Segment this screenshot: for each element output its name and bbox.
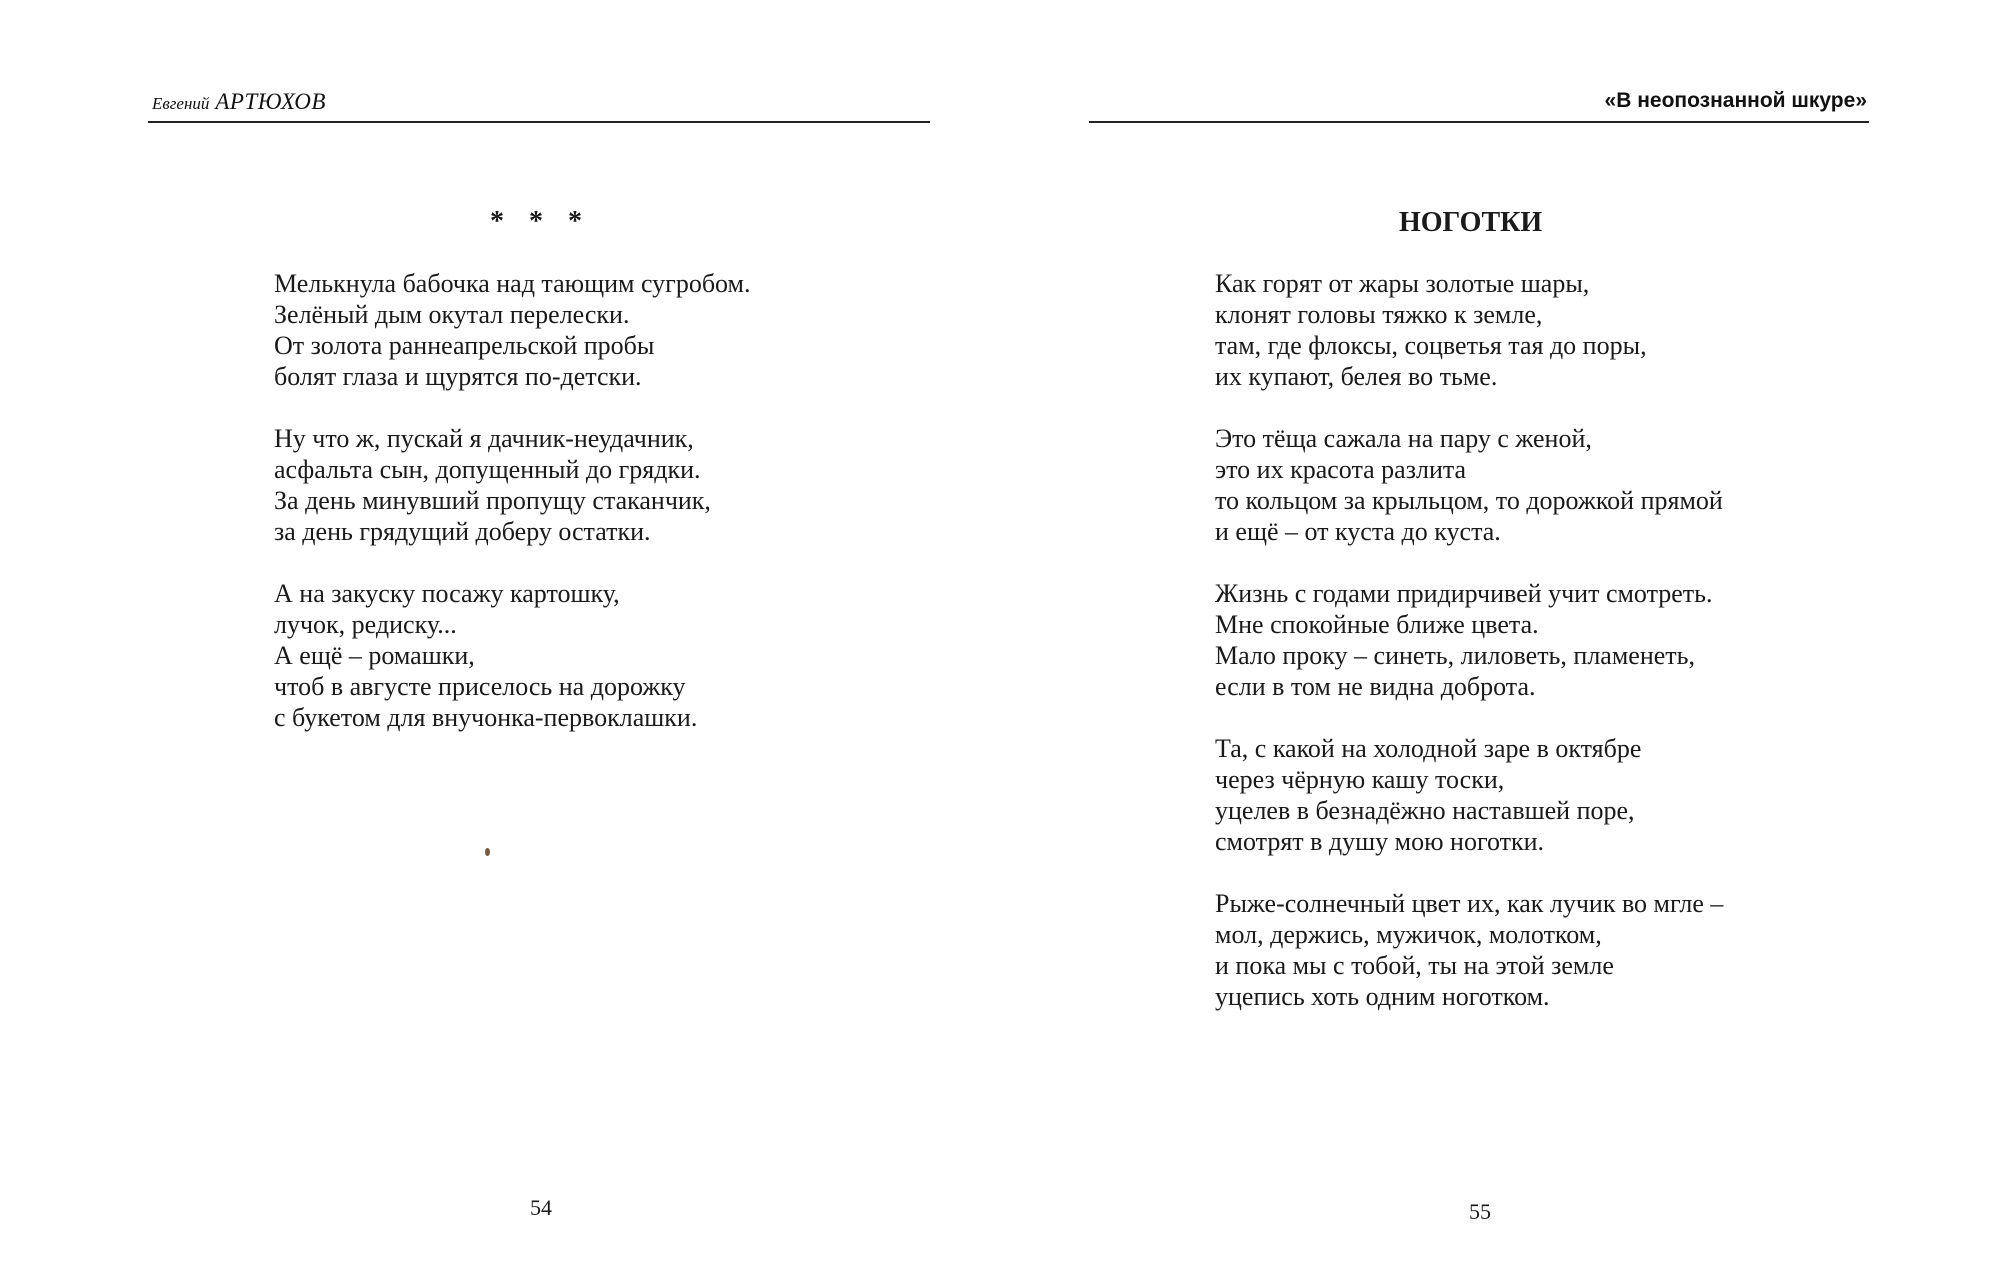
- poem-line: мол, держись, мужичок, молотком,: [1215, 920, 1602, 949]
- poem-line: Ну что ж, пускай я дачник-неудачник,: [274, 424, 694, 453]
- poem-body: [1215, 268, 1723, 1043]
- stanza: [274, 268, 751, 392]
- poem-line: уцепись хоть одним ноготком.: [1215, 982, 1550, 1011]
- author-last-name: АРТЮХОВ: [215, 89, 326, 114]
- running-header-book-title: «В неопознанной шкуре»: [1604, 89, 1867, 112]
- stanza: [274, 423, 751, 547]
- poem-line: лучок, редиску...: [274, 610, 457, 639]
- poem-line: Рыже-солнечный цвет их, как лучик во мгле –: [1215, 889, 1724, 918]
- poem-line: их купают, белея во тьме.: [1215, 362, 1498, 391]
- poem-line: Мне спокойные ближе цвета.: [1215, 610, 1539, 639]
- poem-body: [274, 268, 751, 764]
- page-number: 55: [1469, 1199, 1491, 1224]
- poem-line: клонят головы тяжко к земле,: [1215, 300, 1543, 329]
- poem-line: А на закуску посажу картошку,: [274, 579, 620, 608]
- poem-line: Это тёща сажала на пару с женой,: [1215, 424, 1592, 453]
- poem-line: От золота раннеапрельской пробы: [274, 331, 655, 360]
- poem-line: чтоб в августе приселось на дорожку: [274, 672, 686, 701]
- poem-line: Как горят от жары золотые шары,: [1215, 269, 1590, 298]
- running-header-author: [152, 88, 326, 116]
- header-rule: [1089, 121, 1869, 123]
- poem-line: там, где флоксы, соцветья тая до поры,: [1215, 331, 1647, 360]
- poem-line: Мало проку – синеть, лиловеть, пламенеть,: [1215, 641, 1696, 670]
- poem-line: Зелёный дым окутал перелески.: [274, 300, 630, 329]
- poem-line: А ещё – ромашки,: [274, 641, 475, 670]
- poem-line: болят глаза и щурятся по-детски.: [274, 362, 642, 391]
- poem-line: Мелькнула бабочка над тающим сугробом.: [274, 269, 751, 298]
- poem-line: это их красота разлита: [1215, 455, 1467, 484]
- stanza: [1215, 268, 1723, 392]
- poem-line: с букетом для внучонка-первоклашки.: [274, 703, 698, 732]
- stanza: [1215, 733, 1723, 857]
- poem-separator: * * *: [490, 206, 582, 237]
- right-page: [999, 0, 1998, 1273]
- stanza: [1215, 888, 1723, 1012]
- poem-title: НОГОТКИ: [1399, 207, 1543, 238]
- poem-line: если в том не видна доброта.: [1215, 672, 1536, 701]
- paper-speck: [485, 848, 490, 856]
- stanza: [274, 578, 751, 733]
- poem-line: асфальта сын, допущенный до грядки.: [274, 455, 701, 484]
- header-rule: [148, 121, 930, 123]
- stanza: [1215, 423, 1723, 547]
- stanza: [1215, 578, 1723, 702]
- page-number: 54: [530, 1195, 552, 1220]
- poem-line: за день грядущий доберу остатки.: [274, 517, 651, 546]
- poem-line: Та, с какой на холодной заре в октябре: [1215, 734, 1642, 763]
- author-first-name: Евгений: [152, 94, 210, 113]
- poem-line: За день минувший пропущу стаканчик,: [274, 486, 711, 515]
- poem-line: Жизнь с годами придирчивей учит смотреть.: [1215, 579, 1713, 608]
- poem-line: и пока мы с тобой, ты на этой земле: [1215, 951, 1614, 980]
- poem-line: уцелев в безнадёжно наставшей поре,: [1215, 796, 1635, 825]
- poem-line: смотрят в душу мою ноготки.: [1215, 827, 1545, 856]
- poem-line: через чёрную кашу тоски,: [1215, 765, 1505, 794]
- poem-line: то кольцом за крыльцом, то дорожкой прямой: [1215, 486, 1723, 515]
- poem-line: и ещё – от куста до куста.: [1215, 517, 1501, 546]
